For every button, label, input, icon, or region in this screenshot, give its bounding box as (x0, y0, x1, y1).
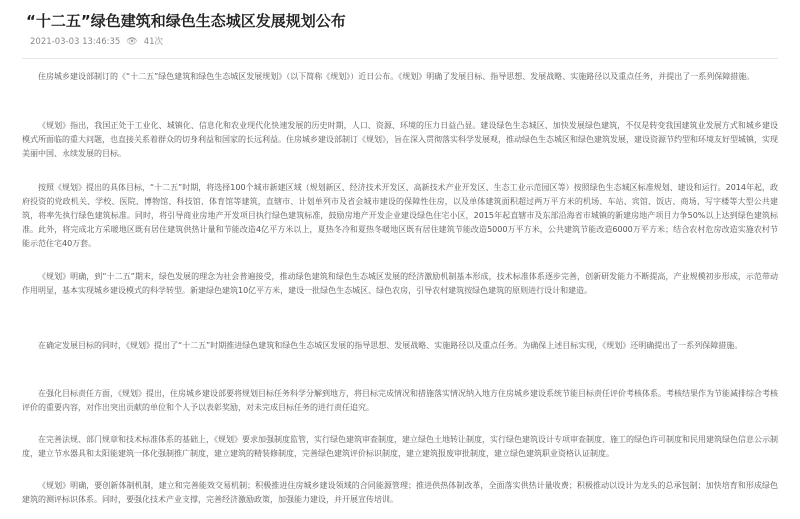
paragraph: 按照《规划》提出的具体目标，“十二五”时期，将选择100个城市新建区域（规划新区、经济技术开发区、高新技术产业开发区、生态工业示范园区等）按照绿色生态城区标准规划、建设和运行。2014年起，政府投资的党政机关、学校、医院、博物馆、科技馆、体育馆等建筑，直辖市、计划单列市及省会城市建设的保障性住房，以及单体建筑面积超过两万平方米的机场、车站、宾馆、饭店、商场、写字楼等大型公共建筑，将率先执行绿色建筑标准。同时，将引导商业房地产开发项目执行绿色建筑标准，鼓励房地产开发企业建设绿色住宅小区，2015年起直辖市及东部沿海省市城镇的新建房地产项目力争50%以上达到绿色建筑标准。此外，将完成北方采暖地区既有居住建筑供热计量和节能改造4亿平方米以上，夏热冬冷和夏热冬暖地区既有居住建筑节能改造5000万平方米，公共建筑节能改造6000万平方米；结合农村危房改造实施农村节能示范住宅40万套。 (22, 183, 778, 248)
view-count: 41次 (143, 37, 164, 47)
paragraph: 住房城乡建设部制订的《“十二五”绿色建筑和绿色生态城区发展规划》（以下简称《规划》）近日公布。《规划》明确了发展目标、指导思想、发展战略、实施路径以及重点任务，并提出了一系列保障措施。 (38, 72, 755, 81)
title-divider (22, 58, 778, 59)
eye-icon: 👁 (126, 37, 138, 47)
paragraph: 在强化目标责任方面，《规划》提出，住房城乡建设部要将规划目标任务科学分解到地方，将目标完成情况和措施落实情况纳入地方住房城乡建设系统节能目标责任评价考核体系。考核结果作为节能减排综合考核评价的重要内容，对作出突出贡献的单位和个人予以表彰奖励，对未完成目标任务的进行责任追究。 (22, 389, 778, 412)
paragraph: 在确定发展目标的同时，《规划》提出了“十二五”时期推进绿色建筑和绿色生态城区发展的指导思想、发展战略、实施路径以及重点任务。为确保上述目标实现，《规划》还明确提出了一系列保障措施。 (38, 341, 743, 350)
publish-datetime: 2021-03-03 13:46:35 (30, 37, 121, 47)
paragraph: 《规划》明确，要创新体制机制，建立和完善能效交易机制；积极推进住房城乡建设领域的合同能源管理；推进供热体制改革，全面落实供热计量收费；积极推动以设计为龙头的总承包制；加快培育和形成绿色建筑的测评标识体系。同时，要强化技术产业支撑，完善经济激励政策，加强能力建设，并开展宣传培训。 (22, 481, 778, 504)
article-title: “十二五”绿色建筑和绿色生态城区发展规划公布 (26, 12, 346, 30)
paragraph: 《规划》指出，我国正处于工业化、城镇化、信息化和农业现代化快速发展的历史时期，人口、资源、环境的压力日益凸显。建设绿色生态城区、加快发展绿色建筑，不仅是转变我国建筑业发展方式和城乡建设模式所面临的重大问题，也直接关系着群众的切身利益和国家的长远利益。住房城乡建设部制订《规划》，旨在深入贯彻落实科学发展观，推动绿色生态城区和绿色建筑发展，建设资源节约型和环境友好型城镇，实现美丽中国、永续发展的目标。 (22, 121, 778, 158)
paragraph: 《规划》明确，到“十二五”期末，绿色发展的理念为社会普遍接受，推动绿色建筑和绿色生态城区发展的经济激励机制基本形成，技术标准体系逐步完善，创新研发能力不断提高，产业规模初步形成，示范带动作用明显，基本实现城乡建设模式的科学转型。新建绿色建筑10亿平方米，建设一批绿色生态城区、绿色农房，引导农村建筑按绿色建筑的原则进行设计和建造。 (22, 272, 778, 295)
paragraph: 在完善法规、部门规章和技术标准体系的基础上，《规划》要求加强制度监管，实行绿色建筑审查制度，建立绿色土地转让制度，实行绿色建筑设计专项审查制度、施工的绿色许可制度和民用建筑绿色信息公示制度，建立节水器具和太阳能建筑一体化强制推广制度，建立建筑的精装修制度，完善绿色建筑评价标识制度，建立建筑报废审批制度，建立绿色建筑职业资格认证制度。 (22, 435, 778, 458)
article-meta (22, 36, 778, 52)
